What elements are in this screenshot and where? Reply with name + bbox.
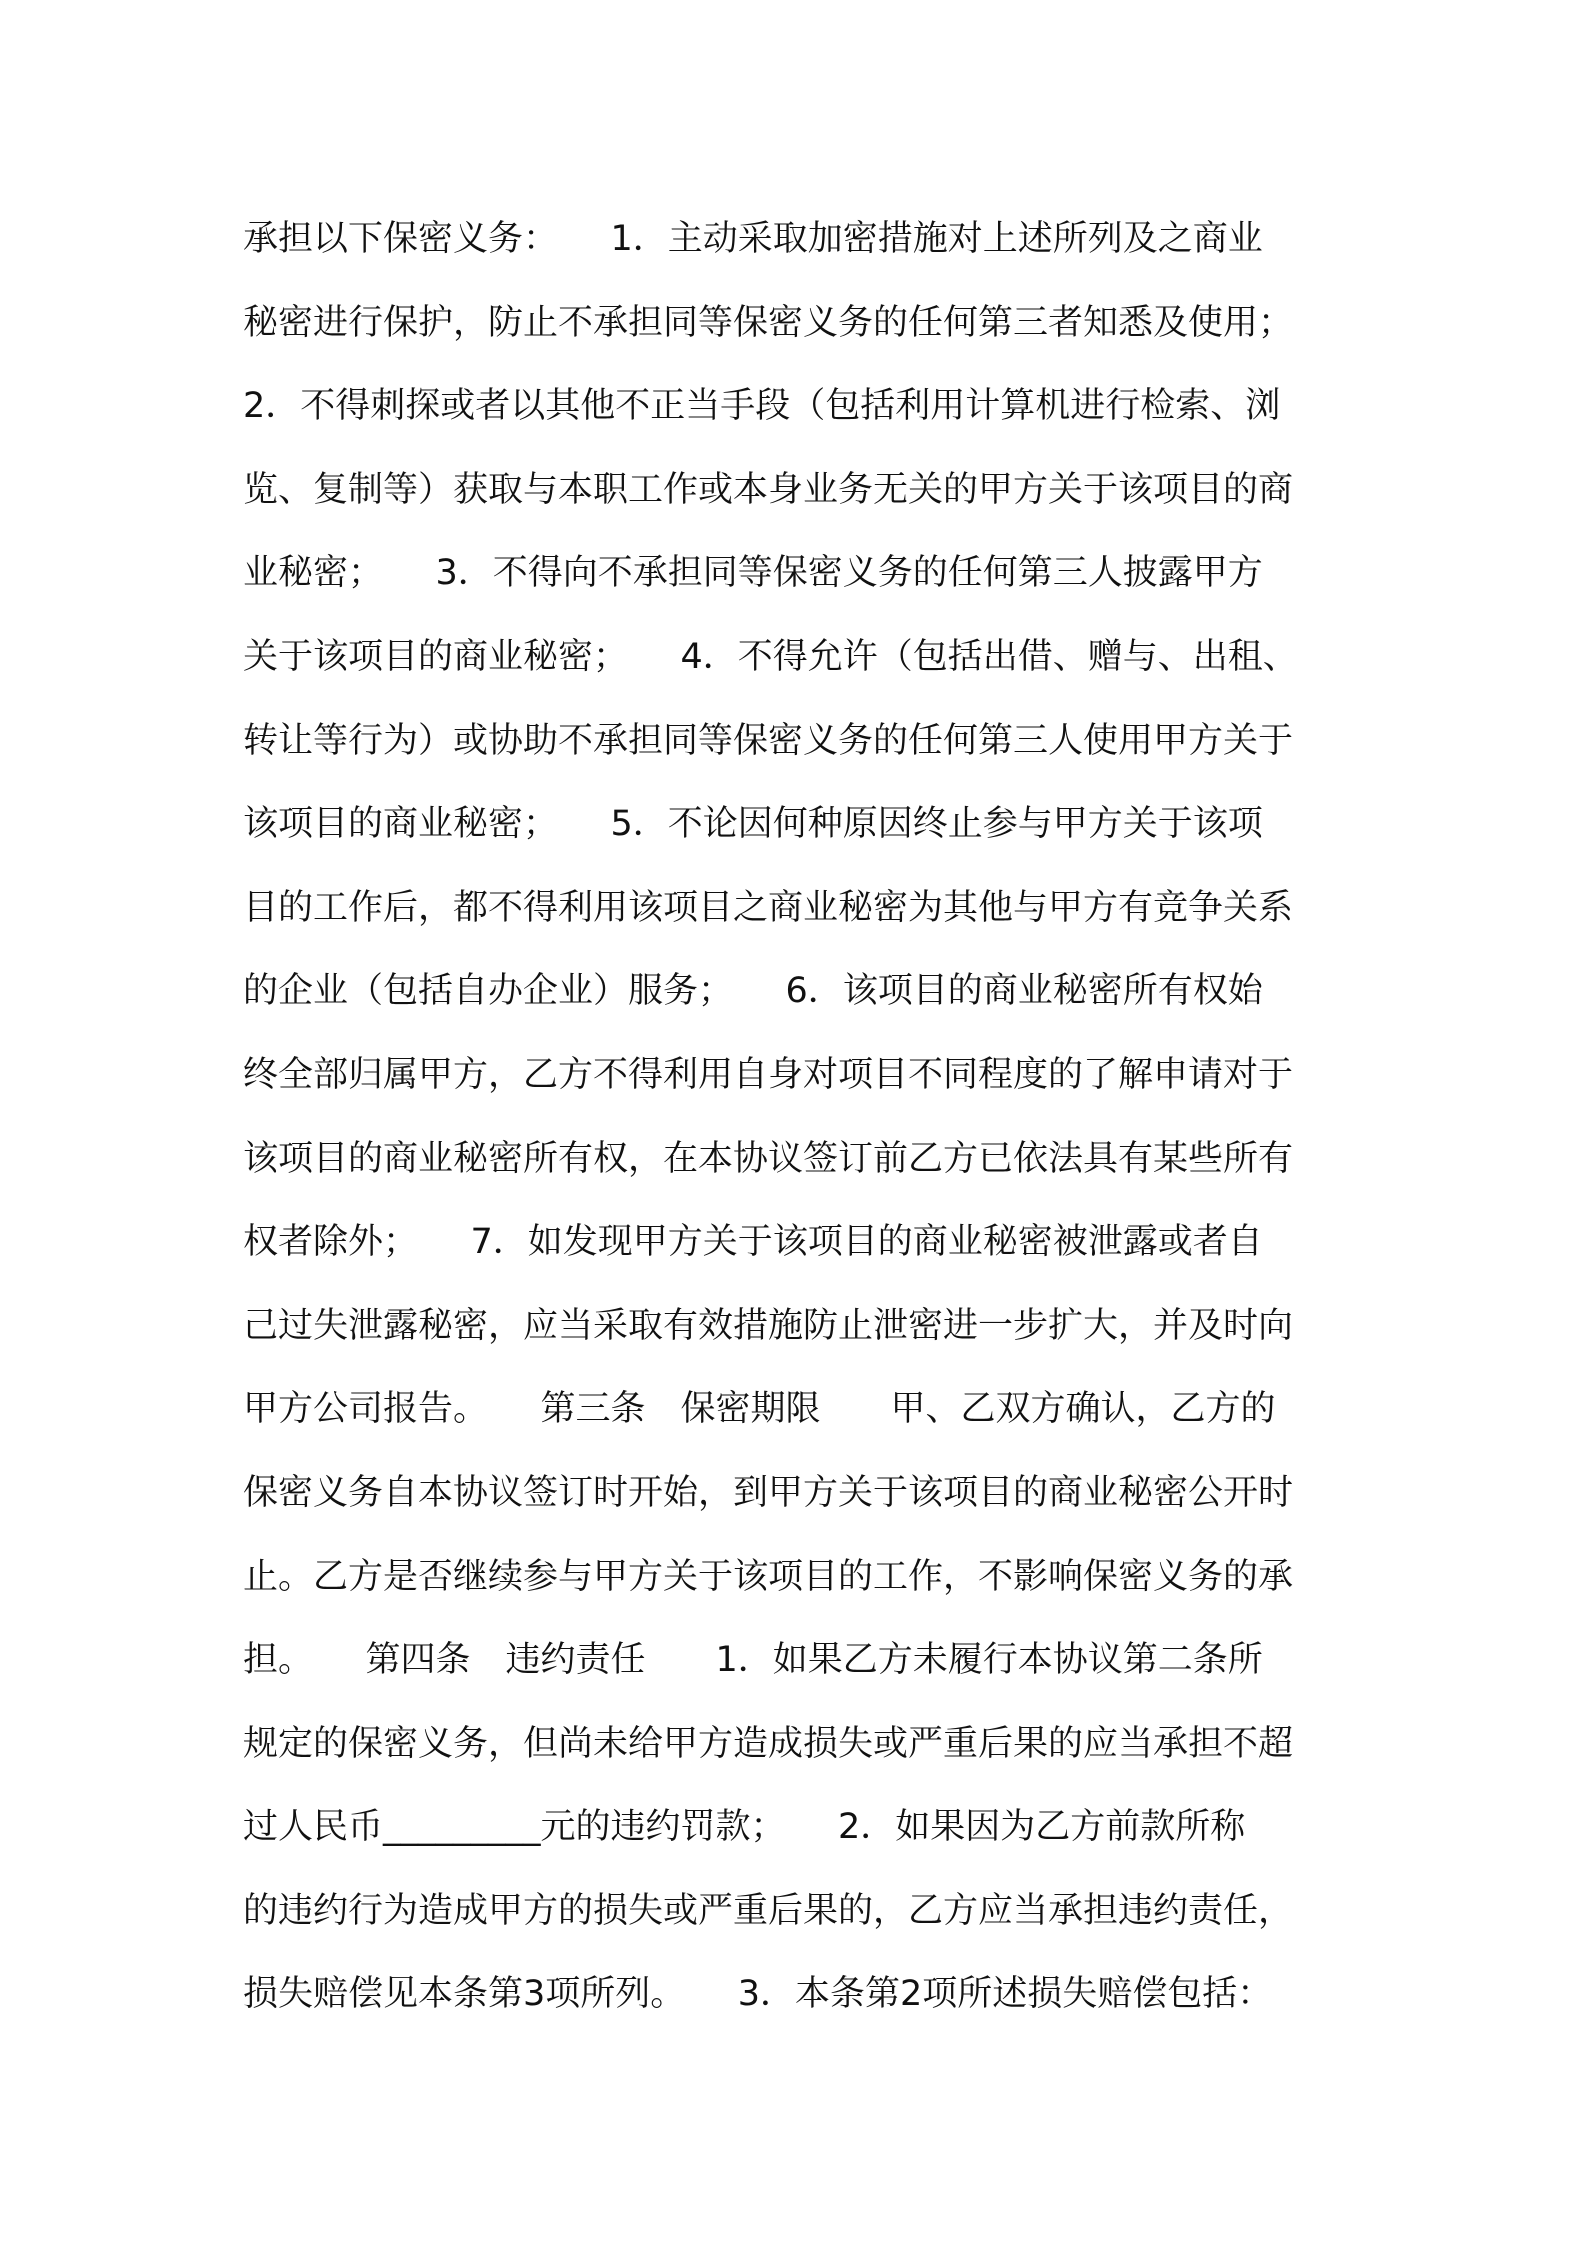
text-line: 损失赔偿见本条第3项所列。 3．本条第2项所述损失赔偿包括： xyxy=(243,1974,1273,2015)
text-line: 止。乙方是否继续参与甲方关于该项目的工作，不影响保密义务的承 xyxy=(243,1556,1294,1597)
text-line: 业秘密； 3．不得向不承担同等保密义务的任何第三人披露甲方 xyxy=(243,553,1263,594)
text-line: 过人民币_________元的违约罚款； 2．如果因为乙方前款所称 xyxy=(243,1807,1246,1848)
text-line: 保密义务自本协议签订时开始，到甲方关于该项目的商业秘密公开时 xyxy=(243,1472,1294,1513)
text-line: 承担以下保密义务： 1．主动采取加密措施对上述所列及之商业 xyxy=(243,219,1263,259)
text-line: 2．不得刺探或者以其他不正当手段（包括利用计算机进行检索、浏 xyxy=(243,386,1281,427)
text-line: 秘密进行保护，防止不承担同等保密义务的任何第三者知悉及使用； xyxy=(243,302,1294,343)
text-line: 目的工作后，都不得利用该项目之商业秘密为其他与甲方有竞争关系 xyxy=(243,887,1294,928)
text-line: 己过失泄露秘密，应当采取有效措施防止泄密进一步扩大，并及时向 xyxy=(243,1305,1294,1346)
text-line: 关于该项目的商业秘密； 4．不得允许（包括出借、赠与、出租、 xyxy=(243,636,1298,677)
text-line: 转让等行为）或协助不承担同等保密义务的任何第三人使用甲方关于 xyxy=(243,720,1294,761)
text-line: 终全部归属甲方，乙方不得利用自身对项目不同程度的了解申请对于 xyxy=(243,1054,1294,1095)
document-body-text xyxy=(243,198,1383,2037)
text-line: 规定的保密义务，但尚未给甲方造成损失或严重后果的应当承担不超 xyxy=(243,1723,1294,1764)
text-line: 该项目的商业秘密； 5．不论因何种原因终止参与甲方关于该项 xyxy=(243,804,1263,845)
text-line: 的违约行为造成甲方的损失或严重后果的，乙方应当承担违约责任， xyxy=(243,1890,1294,1931)
text-line: 该项目的商业秘密所有权，在本协议签订前乙方已依法具有某些所有 xyxy=(243,1138,1294,1179)
text-line: 担。 第四条 违约责任 1．如果乙方未履行本协议第二条所 xyxy=(243,1640,1263,1681)
text-line: 甲方公司报告。 第三条 保密期限 甲、乙双方确认，乙方的 xyxy=(243,1389,1276,1430)
text-line: 的企业（包括自办企业）服务； 6．该项目的商业秘密所有权始 xyxy=(243,971,1263,1012)
text-line: 权者除外； 7．如发现甲方关于该项目的商业秘密被泄露或者自 xyxy=(243,1222,1263,1263)
text-line: 览、复制等）获取与本职工作或本身业务无关的甲方关于该项目的商 xyxy=(243,469,1294,510)
